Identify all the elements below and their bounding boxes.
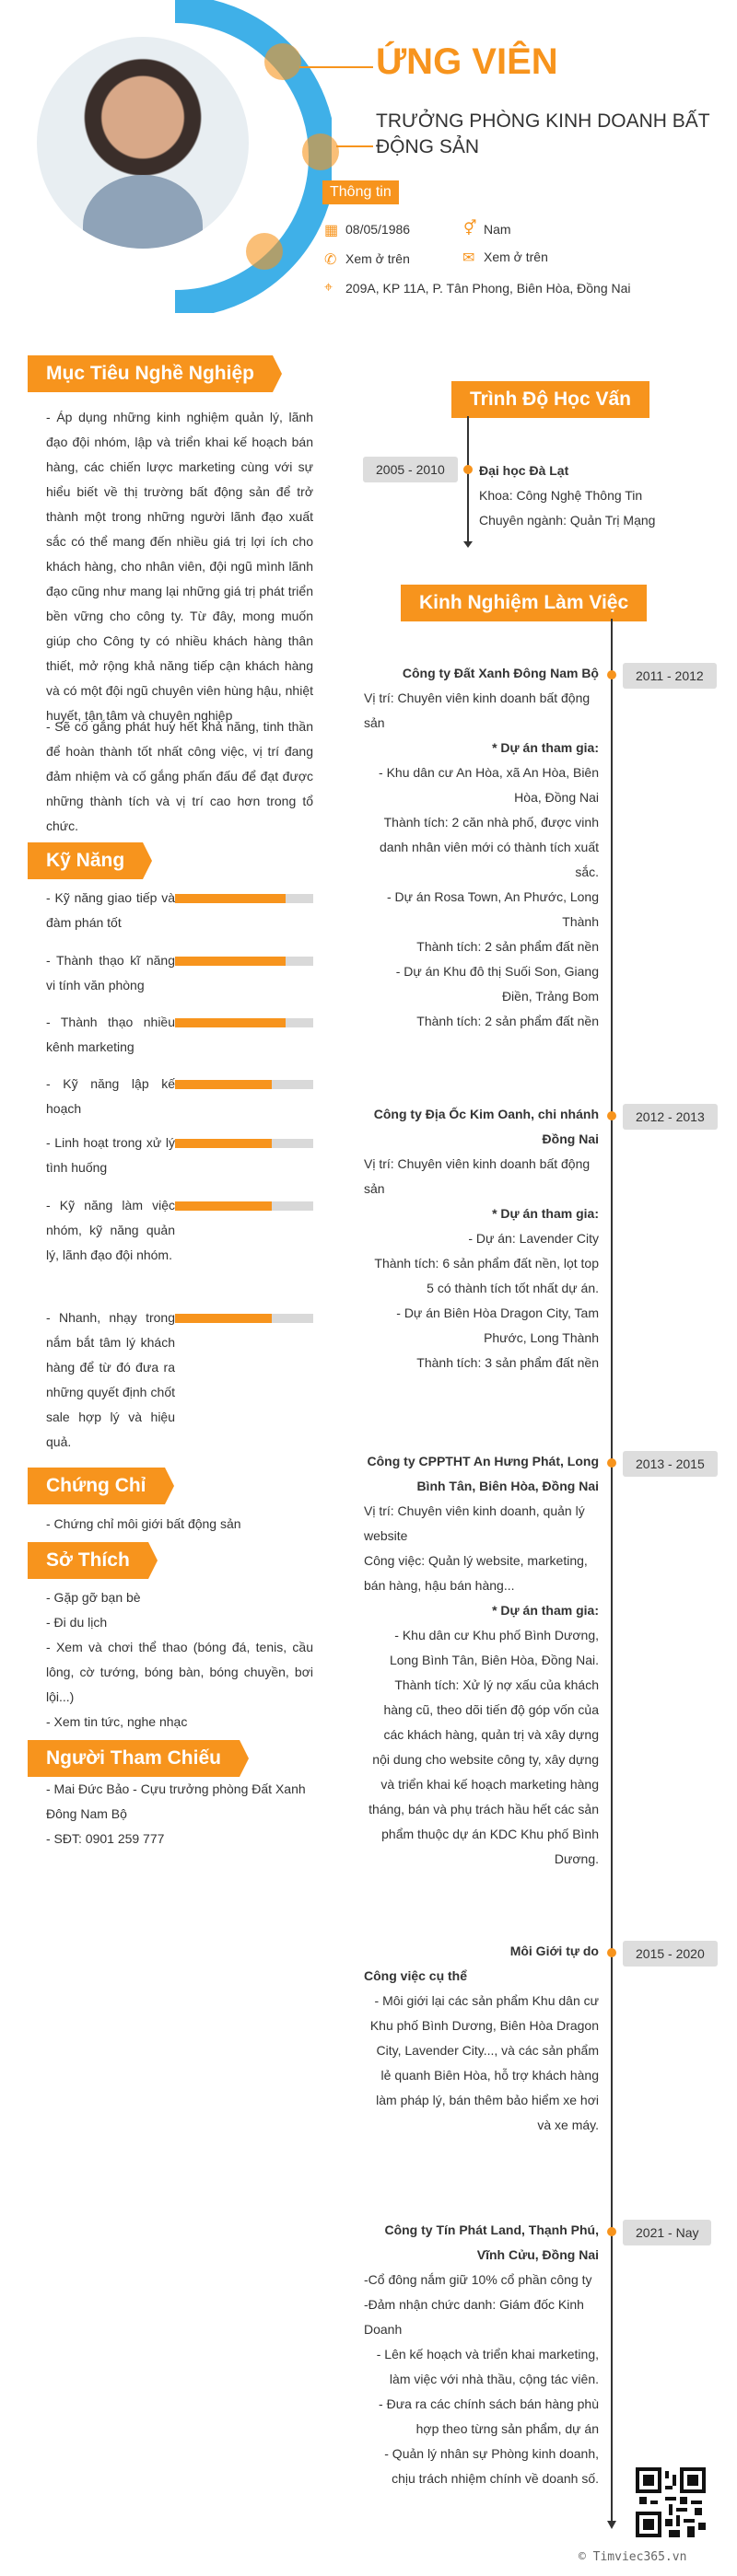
job-detail-line: Vị trí: Chuyên viên kinh doanh bất động sản	[364, 690, 591, 730]
name-connector	[299, 66, 373, 68]
job-detail-line: - Đưa ra các chính sách bán hàng phù hợp theo từng sản phẩm, dự án	[379, 2396, 599, 2436]
skill-level-bar	[175, 1018, 313, 1027]
job-details	[364, 1499, 599, 1872]
skill-level-fill	[175, 1139, 272, 1148]
job-period: 2021 - Nay	[623, 2220, 711, 2245]
arc-dot-middle	[302, 133, 339, 170]
job-detail-line: - Dự án: Lavender City	[468, 1231, 599, 1246]
job-company: Môi Giới tự do	[509, 1944, 599, 1958]
hobbies-heading: Sở Thích	[28, 1542, 148, 1579]
email-icon: ✉	[462, 250, 475, 266]
skill-level-fill	[175, 1080, 272, 1089]
skill-label: - Kỹ năng lập kế hoạch	[46, 1076, 175, 1116]
calendar-icon: ▦	[324, 223, 339, 238]
education-line	[467, 416, 469, 543]
education-dot	[463, 465, 473, 474]
job-detail-line: Thành tích: 2 sản phẩm đất nền	[416, 1014, 599, 1028]
job-dot	[607, 2227, 616, 2236]
skill-label: - Thành thạo nhiều kênh marketing	[46, 1015, 175, 1054]
arc-dot-bottom	[246, 233, 283, 270]
skill-label: - Nhanh, nhạy trong nắm bắt tâm lý khách hàng để từ đó đưa ra những quyết định chốt sale hợp lý và hiệu quả.	[46, 1310, 175, 1449]
job-detail-line: - Dự án Rosa Town, An Phước, Long Thành	[386, 889, 599, 929]
reference-item: - SĐT: 0901 259 777	[46, 1831, 165, 1846]
job-period: 2012 - 2013	[623, 1104, 718, 1130]
job-detail-line: Vị trí: Chuyên viên kinh doanh bất động sản	[364, 1156, 591, 1196]
job-detail-line: -Đảm nhận chức danh: Giám đốc Kinh Doanh	[364, 2297, 584, 2337]
job-detail-line: - Dự án Khu đô thị Suối Son, Giang Điền, Trảng Bom	[395, 964, 599, 1004]
job-detail-line: Công việc cụ thể	[364, 1968, 468, 1983]
experience-heading: Kinh Nghiệm Làm Việc	[401, 585, 647, 621]
skill-level-bar	[175, 1314, 313, 1323]
candidate-name: ỨNG VIÊN	[376, 41, 558, 82]
address-value: 209A, KP 11A, P. Tân Phong, Biên Hòa, Đồng Nai	[345, 281, 631, 296]
job-company: Công ty Tín Phát Land, Thạnh Phú, Vĩnh Cửu, Đồng Nai	[384, 2222, 599, 2262]
skill-level-fill	[175, 1314, 272, 1323]
dob-value: 08/05/1986	[345, 222, 411, 237]
job-details	[364, 686, 599, 1034]
skill-level-bar	[175, 894, 313, 903]
certificate-item: - Chứng chỉ môi giới bất động sản	[46, 1516, 241, 1531]
job-period: 2013 - 2015	[623, 1451, 718, 1477]
hobby-item: - Gặp gỡ bạn bè	[46, 1590, 141, 1605]
gender-icon: ⚥	[463, 221, 477, 237]
skill-label: - Kỹ năng làm việc nhóm, kỹ năng quản lý, lãnh đạo đội nhóm.	[46, 1198, 175, 1262]
reference-item: - Mai Đức Bảo - Cựu trưởng phòng Đất Xanh Đông Nam Bộ	[46, 1781, 306, 1821]
hobby-item: - Xem và chơi thể thao (bóng đá, tenis, cầu lông, cờ tướng, bóng bàn, bóng chuyền, bơi lội...)	[46, 1640, 313, 1704]
job-details	[364, 1964, 599, 2138]
phone-icon: ✆	[324, 252, 337, 268]
skill-label: - Kỹ năng giao tiếp và đàm phán tốt	[46, 890, 175, 930]
job-company: Công ty Địa Ốc Kim Oanh, chi nhánh Đồng Nai	[373, 1107, 599, 1146]
watermark: © Timviec365.vn	[579, 2550, 687, 2564]
email-value: Xem ở trên	[484, 249, 548, 264]
experience-timeline	[611, 619, 613, 2523]
skill-level-bar	[175, 1080, 313, 1089]
education-major: Chuyên ngành: Quản Trị Mạng	[479, 513, 656, 528]
job-detail-line: Thành tích: Xử lý nợ xấu của khách hàng cũ, theo dõi tiến độ góp vốn của các khách hàng, quản trị và xây dựng nội dung cho website công ty, xây dựng và triển khai kế hoạch marketing hàng tháng, bán và phụ trách hầu hết các sản phẩm thuộc dự án KDC Khu phố Bình Dương.	[368, 1677, 599, 1866]
hobby-item: - Xem tin tức, nghe nhạc	[46, 1714, 188, 1729]
job-detail-line: - Môi giới lại các sản phẩm Khu dân cư Khu phố Bình Dương, Biên Hòa Dragon City, Lavender City..., và các sản phẩm lẻ quanh Biên Hòa, hỗ trợ khách hàng làm pháp lý, bán thêm bảo hiểm xe hơi và xe máy.	[369, 1993, 599, 2132]
hobby-item: - Đi du lịch	[46, 1615, 108, 1630]
job-detail-line: * Dự án tham gia:	[492, 740, 599, 755]
job-detail-line: Thành tích: 6 sản phẩm đất nền, lọt top 5 có thành tích tốt nhất dự án.	[374, 1256, 599, 1295]
job-company: Công ty Đất Xanh Đông Nam Bộ	[402, 666, 599, 680]
job-detail-line: -Cổ đông nắm giữ 10% cổ phần công ty	[364, 2272, 592, 2287]
avatar	[37, 37, 249, 249]
job-detail-line: Thành tích: 3 sản phẩm đất nền	[416, 1355, 599, 1370]
job-detail-line: Vị trí: Chuyên viên kinh doanh, quản lý website	[364, 1503, 585, 1543]
education-arrow	[463, 541, 473, 548]
title-connector	[336, 145, 373, 147]
gender-value: Nam	[484, 222, 511, 237]
skill-level-fill	[175, 1018, 286, 1027]
skill-level-fill	[175, 894, 286, 903]
arc-dot-top	[264, 43, 301, 80]
job-detail-line: Công việc: Quản lý website, marketing, bán hàng, hậu bán hàng...	[364, 1553, 588, 1593]
education-period: 2005 - 2010	[363, 457, 458, 482]
job-dot	[607, 1458, 616, 1468]
objective-paragraph-2: - Sẽ cố gắng phát huy hết khả năng, tinh thần để hoàn thành tốt nhất công việc, vị trí đang đảm nhiệm và cố gắng phấn đấu để đạt được những thành tích và vị trí cao hơn trong tổ chức.	[46, 719, 313, 833]
skill-level-bar	[175, 1139, 313, 1148]
location-icon: ⌖	[324, 280, 333, 296]
skill-level-bar	[175, 957, 313, 966]
job-detail-line: - Dự án Biên Hòa Dragon City, Tam Phước, Long Thành	[396, 1305, 599, 1345]
job-detail-line: Thành tích: 2 sản phẩm đất nền	[416, 939, 599, 954]
objective-paragraph-1: - Áp dụng những kinh nghiệm quản lý, lãnh đạo đội nhóm, lập và triển khai kế hoạch bán hàng, các chiến lược marketing cùng với sự hiểu biết về thị trường bất động sản để trở thành một trong những người lãnh đạo xuất sắc có thể mang đến nhiều giá trị lợi ích cho khách hàng, cho nhân viên, đội ngũ mình lãnh đạo cũng như mang lại những giá trị phát triển bền vững cho công ty. Từ đây, mong muốn giúp cho Công ty có nhiều khách hàng thân thiết, mở rộng khả năng tiếp cận khách hàng và có một đội ngũ chuyên viên hùng hậu, nhiệt huyết, tận tâm và chuyên nghiệp	[46, 410, 313, 723]
job-dot	[607, 670, 616, 679]
job-details	[364, 2268, 599, 2491]
skill-label: - Linh hoạt trong xử lý tình huống	[46, 1135, 175, 1175]
job-dot	[607, 1948, 616, 1957]
phone-value: Xem ở trên	[345, 251, 410, 266]
objective-heading: Mục Tiêu Nghề Nghiệp	[28, 355, 273, 392]
job-title: TRƯỞNG PHÒNG KINH DOANH BẤT ĐỘNG SẢN	[376, 110, 710, 157]
experience-arrow	[607, 2521, 616, 2529]
skill-level-fill	[175, 957, 286, 966]
job-detail-line: - Lên kế hoạch và triển khai marketing, làm việc với nhà thầu, cộng tác viên.	[376, 2347, 599, 2386]
skills-heading: Kỹ Năng	[28, 842, 143, 879]
job-detail-line: - Khu dân cư An Hòa, xã An Hòa, Biên Hòa, Đồng Nai	[379, 765, 599, 805]
education-school: Đại học Đà Lạt	[479, 463, 569, 478]
education-faculty: Khoa: Công Nghệ Thông Tin	[479, 488, 643, 503]
job-period: 2011 - 2012	[623, 663, 717, 689]
job-detail-line: - Quản lý nhân sự Phòng kinh doanh, chịu trách nhiệm chính về doanh số.	[384, 2446, 599, 2486]
job-detail-line: - Khu dân cư Khu phố Bình Dương, Long Bình Tân, Biên Hòa, Đồng Nai.	[389, 1628, 599, 1667]
skill-label: - Thành thạo kĩ năng vi tính văn phòng	[46, 953, 175, 992]
job-dot	[607, 1111, 616, 1120]
job-detail-line: * Dự án tham gia:	[492, 1603, 599, 1618]
job-detail-line: Thành tích: 2 căn nhà phố, được vinh danh nhân viên mới có thành tích xuất sắc.	[380, 815, 599, 879]
job-period: 2015 - 2020	[623, 1941, 718, 1967]
job-details	[364, 1152, 599, 1375]
info-label: Thông tin	[322, 180, 399, 204]
qr-code-image	[636, 2467, 706, 2537]
job-detail-line: * Dự án tham gia:	[492, 1206, 599, 1221]
education-heading: Trình Độ Học Vấn	[451, 381, 649, 418]
skill-level-fill	[175, 1201, 272, 1211]
skill-level-bar	[175, 1201, 313, 1211]
certificates-heading: Chứng Chỉ	[28, 1468, 165, 1504]
references-heading: Người Tham Chiếu	[28, 1740, 240, 1777]
job-company: Công ty CPPTHT An Hưng Phát, Long Bình Tân, Biên Hòa, Đồng Nai	[367, 1454, 599, 1493]
